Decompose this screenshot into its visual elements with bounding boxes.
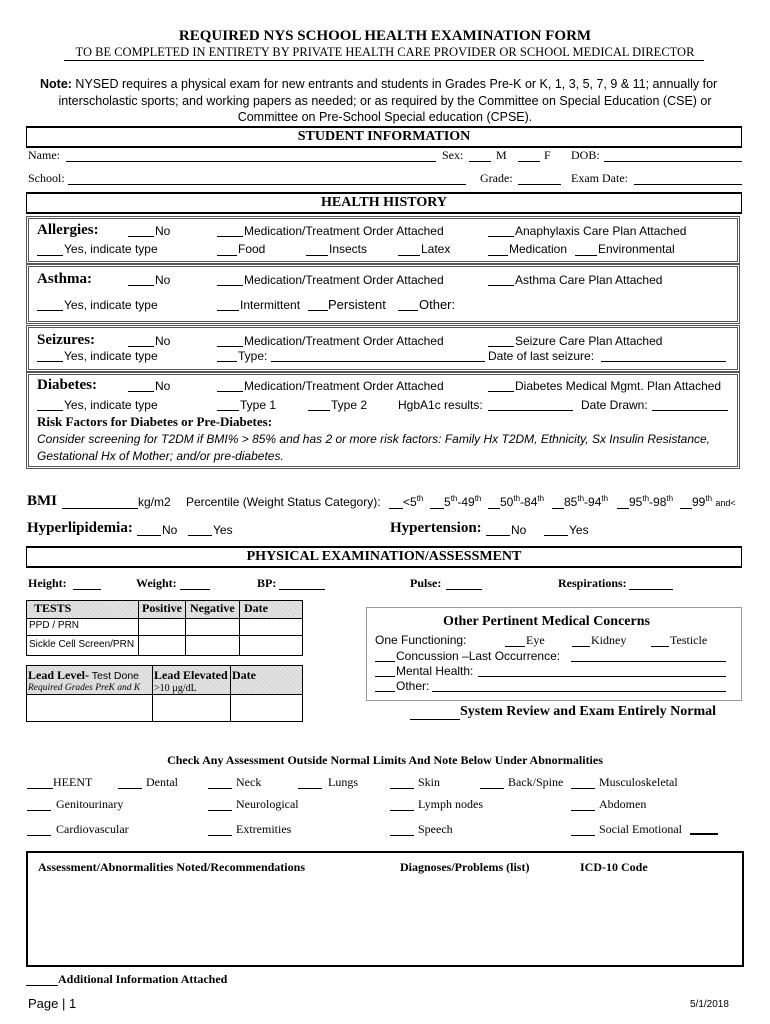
- bmi-field[interactable]: [62, 508, 138, 509]
- concussion-label: Concussion –Last Occurrence:: [396, 649, 561, 663]
- seizures-no-label: No: [155, 334, 171, 348]
- bmi-cat-5-49-check[interactable]: [430, 508, 444, 509]
- diabetes-yes-check[interactable]: [37, 410, 63, 411]
- sex-f-check[interactable]: [518, 161, 540, 162]
- diabetes-drawn-field[interactable]: [652, 410, 728, 411]
- allergies-careplan-check[interactable]: [488, 236, 514, 237]
- ppd-positive-cell[interactable]: [138, 618, 186, 636]
- musculoskeletal-check[interactable]: [571, 788, 595, 789]
- asthma-persistent-check[interactable]: [308, 310, 328, 311]
- allergies-no-check[interactable]: [128, 236, 154, 237]
- asthma-no-label: No: [155, 273, 171, 287]
- diabetes-type2-check[interactable]: [308, 410, 330, 411]
- genitourinary-check[interactable]: [27, 810, 51, 811]
- pulse-label: Pulse:: [410, 576, 442, 590]
- seizures-title: Seizures:: [37, 332, 96, 348]
- lead-required: Required Grades PreK and K: [28, 683, 141, 693]
- bmi-unit: kg/m2: [138, 495, 171, 509]
- allergies-title: Allergies:: [37, 222, 99, 238]
- pulse-field[interactable]: [446, 589, 482, 590]
- ppd-label: PPD / PRN: [29, 620, 80, 631]
- hypertension-yes-label: Yes: [569, 523, 589, 537]
- diabetes-careplan-check[interactable]: [488, 391, 514, 392]
- concussion-check[interactable]: [375, 661, 395, 662]
- ppd-negative-cell[interactable]: [185, 618, 240, 636]
- name-field[interactable]: [66, 161, 436, 162]
- seizures-last-label: Date of last seizure:: [488, 349, 595, 363]
- asthma-yes-label: Yes, indicate type: [64, 298, 158, 312]
- diabetes-yes-label: Yes, indicate type: [64, 398, 158, 412]
- form-title: REQUIRED NYS SCHOOL HEALTH EXAMINATION FORM: [178, 28, 592, 44]
- bmi-cat-50-84-check[interactable]: [488, 508, 500, 509]
- sex-m-check[interactable]: [469, 161, 491, 162]
- asthma-persistent-label: Persistent: [328, 297, 386, 312]
- note-line-1: Note: NYSED requires a physical exam for new entrants and students in Grades Pre-K or K, 1, 3, 5, 7, 9 & 11; annually for: [40, 77, 718, 91]
- asthma-no-check[interactable]: [128, 285, 154, 286]
- diabetes-medorder-check[interactable]: [217, 391, 243, 392]
- asthma-intermittent-check[interactable]: [217, 310, 239, 311]
- eye-check[interactable]: [505, 646, 525, 647]
- assessment-heading: Check Any Assessment Outside Normal Limits And Note Below Under Abnormalities: [167, 753, 603, 767]
- back-spine-label: Back/Spine: [508, 775, 564, 789]
- lead-date-entry[interactable]: [230, 694, 303, 722]
- testicle-check[interactable]: [651, 646, 669, 647]
- additional-info-label: Additional Information Attached: [58, 972, 228, 986]
- social-emotional-field[interactable]: [690, 833, 718, 835]
- negative-header: Negative: [190, 601, 235, 615]
- diabetes-title: Diabetes:: [37, 377, 97, 393]
- hypertension-no-check[interactable]: [486, 535, 510, 536]
- note-line-3: Committee on Pre-School Special education (CPSE).: [237, 110, 533, 124]
- skin-label: Skin: [418, 775, 441, 789]
- heent-check[interactable]: [27, 788, 53, 789]
- hypertension-label: Hypertension:: [390, 520, 482, 536]
- seizures-careplan-label: Seizure Care Plan Attached: [515, 334, 663, 348]
- abdomen-label: Abdomen: [599, 797, 647, 811]
- dental-label: Dental: [146, 775, 178, 789]
- dob-field[interactable]: [604, 161, 742, 162]
- respirations-field[interactable]: [629, 589, 673, 590]
- allergies-medication-label: Medication: [509, 242, 568, 256]
- positive-header: Positive: [142, 601, 182, 615]
- diabetes-a1c-field[interactable]: [488, 410, 573, 411]
- grade-label: Grade:: [480, 171, 513, 185]
- skin-check[interactable]: [390, 788, 414, 789]
- diabetes-no-label: No: [155, 379, 171, 393]
- hyperlipidemia-yes-check[interactable]: [188, 535, 212, 536]
- height-field[interactable]: [73, 589, 101, 590]
- bmi-cat-lt5-check[interactable]: [389, 508, 403, 509]
- allergies-latex-check[interactable]: [398, 255, 420, 256]
- asthma-careplan-label: Asthma Care Plan Attached: [515, 273, 663, 287]
- exam-date-field[interactable]: [634, 184, 742, 185]
- allergies-medication-check[interactable]: [488, 255, 508, 256]
- extremities-check[interactable]: [208, 835, 232, 836]
- kidney-check[interactable]: [572, 646, 590, 647]
- system-review-check[interactable]: [410, 719, 460, 720]
- allergies-yes-label: Yes, indicate type: [64, 242, 158, 256]
- lungs-check[interactable]: [298, 788, 322, 789]
- hyperlipidemia-yes-label: Yes: [213, 523, 233, 537]
- lead-elevated-entry[interactable]: [152, 694, 231, 722]
- notes-col-assessment: Assessment/Abnormalities Noted/Recommendations: [38, 860, 305, 874]
- hyperlipidemia-label: Hyperlipidemia:: [27, 520, 133, 536]
- seizures-no-check[interactable]: [128, 346, 154, 347]
- bmi-cat-5-49-label: 5th-49th: [444, 494, 482, 509]
- asthma-yes-check[interactable]: [37, 310, 63, 311]
- neurological-label: Neurological: [236, 797, 299, 811]
- allergies-environmental-label: Environmental: [598, 242, 675, 256]
- lymph-nodes-label: Lymph nodes: [418, 797, 483, 811]
- sickle-date-cell[interactable]: [239, 635, 303, 656]
- neck-check[interactable]: [208, 788, 232, 789]
- school-field[interactable]: [68, 184, 466, 185]
- allergies-environmental-check[interactable]: [575, 255, 597, 256]
- diabetes-type2-label: Type 2: [331, 398, 368, 412]
- allergies-insects-check[interactable]: [306, 255, 328, 256]
- social-emotional-check[interactable]: [571, 835, 595, 836]
- asthma-other-check[interactable]: [398, 310, 418, 311]
- abdomen-check[interactable]: [571, 810, 595, 811]
- height-label: Height:: [28, 576, 67, 590]
- bmi-cat-95-98-check[interactable]: [617, 508, 629, 509]
- lymph-nodes-check[interactable]: [390, 810, 414, 811]
- dental-check[interactable]: [118, 788, 142, 789]
- speech-label: Speech: [418, 822, 453, 836]
- seizures-medorder-check[interactable]: [217, 346, 243, 347]
- physical-exam-header: PHYSICAL EXAMINATION/ASSESSMENT: [26, 546, 742, 568]
- bmi-cat-95-98-label: 95th-98th: [629, 494, 674, 509]
- grade-field[interactable]: [518, 184, 561, 185]
- asthma-title: Asthma:: [37, 271, 92, 287]
- other-label: Other:: [396, 679, 430, 693]
- revision-date: 5/1/2018: [690, 999, 729, 1010]
- sickle-negative-cell[interactable]: [185, 635, 240, 656]
- allergies-medorder-label: Medication/Treatment Order Attached: [244, 224, 444, 238]
- extremities-label: Extremities: [236, 822, 292, 836]
- notes-col-icd10: ICD-10 Code: [580, 860, 648, 874]
- testicle-label: Testicle: [670, 633, 708, 647]
- mental-health-check[interactable]: [375, 676, 395, 677]
- weight-label: Weight:: [136, 576, 177, 590]
- musculoskeletal-label: Musculoskeletal: [599, 775, 678, 789]
- asthma-medorder-label: Medication/Treatment Order Attached: [244, 273, 444, 287]
- date-header: Date: [244, 601, 268, 615]
- seizures-yes-label: Yes, indicate type: [64, 349, 158, 363]
- note-line-2: interscholastic sports; and working papers as needed; or as required by the Committee on Special Education (CSE) or: [58, 94, 712, 108]
- lead-title: Lead Level- Test Done: [28, 668, 140, 682]
- back-spine-check[interactable]: [480, 788, 504, 789]
- diabetes-a1c-label: HgbA1c results:: [398, 398, 483, 412]
- eye-label: Eye: [526, 633, 545, 647]
- sickle-label: Sickle Cell Screen/PRN: [29, 639, 135, 650]
- lead-elevated-label: Lead Elevated: [154, 668, 228, 682]
- diabetes-drawn-label: Date Drawn:: [581, 398, 648, 412]
- bmi-label: BMI: [27, 493, 57, 509]
- allergies-no-label: No: [155, 224, 171, 238]
- diabetes-risk-title: Risk Factors for Diabetes or Pre-Diabetes:: [37, 414, 273, 429]
- mental-health-field[interactable]: [478, 676, 726, 677]
- ppd-date-cell[interactable]: [239, 618, 303, 636]
- allergies-careplan-label: Anaphylaxis Care Plan Attached: [515, 224, 687, 238]
- neck-label: Neck: [236, 775, 262, 789]
- diabetes-risk-line-1: Consider screening for T2DM if BMI% > 85% and has 2 or more risk factors: Family Hx T2DM, Ethnicity, Sx Insulin Resistance,: [37, 432, 711, 446]
- weight-field[interactable]: [180, 589, 210, 590]
- diabetes-type1-label: Type 1: [240, 398, 277, 412]
- seizures-type-field[interactable]: [271, 361, 485, 362]
- sex-label: Sex:: [442, 148, 464, 162]
- name-label: Name:: [28, 148, 60, 162]
- subtitle-rule: [64, 60, 704, 61]
- diabetes-careplan-label: Diabetes Medical Mgmt. Plan Attached: [515, 379, 722, 393]
- asthma-medorder-check[interactable]: [217, 285, 243, 286]
- cardiovascular-label: Cardiovascular: [56, 822, 129, 836]
- diabetes-medorder-label: Medication/Treatment Order Attached: [244, 379, 444, 393]
- asthma-other-label: Other:: [419, 297, 456, 312]
- concussion-field[interactable]: [571, 661, 726, 662]
- speech-check[interactable]: [390, 835, 414, 836]
- social-emotional-label: Social Emotional: [599, 822, 682, 836]
- sickle-positive-cell[interactable]: [138, 635, 186, 656]
- hypertension-yes-check[interactable]: [544, 535, 568, 536]
- additional-info-check[interactable]: [26, 985, 58, 986]
- allergies-food-label: Food: [238, 242, 266, 256]
- cardiovascular-check[interactable]: [27, 835, 51, 836]
- seizures-medorder-label: Medication/Treatment Order Attached: [244, 334, 444, 348]
- seizures-last-field[interactable]: [601, 361, 726, 362]
- seizures-yes-check[interactable]: [37, 361, 63, 362]
- page-number: Page | 1: [28, 996, 77, 1011]
- bmi-cat-85-94-label: 85th-94th: [564, 494, 609, 509]
- health-history-header: HEALTH HISTORY: [26, 192, 742, 214]
- other-concerns-title: Other Pertinent Medical Concerns: [443, 614, 650, 629]
- school-label: School:: [28, 171, 65, 185]
- hyperlipidemia-no-check[interactable]: [137, 535, 161, 536]
- hypertension-no-label: No: [511, 523, 527, 537]
- exam-date-label: Exam Date:: [571, 171, 628, 185]
- one-functioning-label: One Functioning:: [375, 633, 467, 647]
- allergies-medorder-check[interactable]: [217, 236, 243, 237]
- sex-f-label: F: [544, 148, 551, 162]
- system-review-label: System Review and Exam Entirely Normal: [460, 704, 716, 719]
- student-information-header: STUDENT INFORMATION: [26, 126, 742, 148]
- allergies-insects-label: Insects: [329, 242, 368, 256]
- sex-m-label: M: [496, 148, 507, 162]
- diabetes-no-check[interactable]: [128, 391, 154, 392]
- neurological-check[interactable]: [208, 810, 232, 811]
- allergies-food-check[interactable]: [217, 255, 237, 256]
- bp-field[interactable]: [279, 589, 325, 590]
- lungs-label: Lungs: [328, 775, 358, 789]
- asthma-careplan-check[interactable]: [488, 285, 514, 286]
- respirations-label: Respirations:: [558, 576, 627, 590]
- allergies-yes-check[interactable]: [37, 255, 63, 256]
- seizures-careplan-check[interactable]: [488, 346, 514, 347]
- diabetes-type1-check[interactable]: [217, 410, 239, 411]
- notes-col-diagnoses: Diagnoses/Problems (list): [400, 860, 530, 874]
- seizures-type-label: Type:: [238, 349, 268, 363]
- tests-header: TESTS: [34, 601, 72, 615]
- other-check[interactable]: [375, 691, 395, 692]
- hyperlipidemia-no-label: No: [162, 523, 178, 537]
- bmi-percentile-label: Percentile (Weight Status Category):: [186, 495, 381, 509]
- form-subtitle: TO BE COMPLETED IN ENTIRETY BY PRIVATE HEALTH CARE PROVIDER OR SCHOOL MEDICAL DIRECTOR: [75, 45, 695, 59]
- kidney-label: Kidney: [591, 633, 627, 647]
- dob-label: DOB:: [571, 148, 600, 162]
- asthma-intermittent-label: Intermittent: [240, 298, 301, 312]
- allergies-latex-label: Latex: [421, 242, 451, 256]
- genitourinary-label: Genitourinary: [56, 797, 124, 811]
- lead-done-entry[interactable]: [26, 694, 153, 722]
- bmi-cat-85-94-check[interactable]: [552, 508, 564, 509]
- bmi-cat-99-label: 99th and<: [692, 494, 736, 509]
- lead-elevated-value: >10 µg/dL: [154, 683, 197, 694]
- seizures-type-check[interactable]: [217, 361, 237, 362]
- lead-date-label: Date: [232, 668, 256, 682]
- heent-label: HEENT: [53, 775, 93, 789]
- bmi-cat-lt5-label: <5th: [403, 494, 424, 509]
- bmi-cat-50-84-label: 50th-84th: [500, 494, 545, 509]
- diabetes-risk-line-2: Gestational Hx of Mother; and/or pre-diabetes.: [37, 449, 284, 463]
- bp-label: BP:: [257, 576, 277, 590]
- mental-health-label: Mental Health:: [396, 664, 474, 678]
- other-field[interactable]: [432, 691, 726, 692]
- bmi-cat-99-check[interactable]: [680, 508, 692, 509]
